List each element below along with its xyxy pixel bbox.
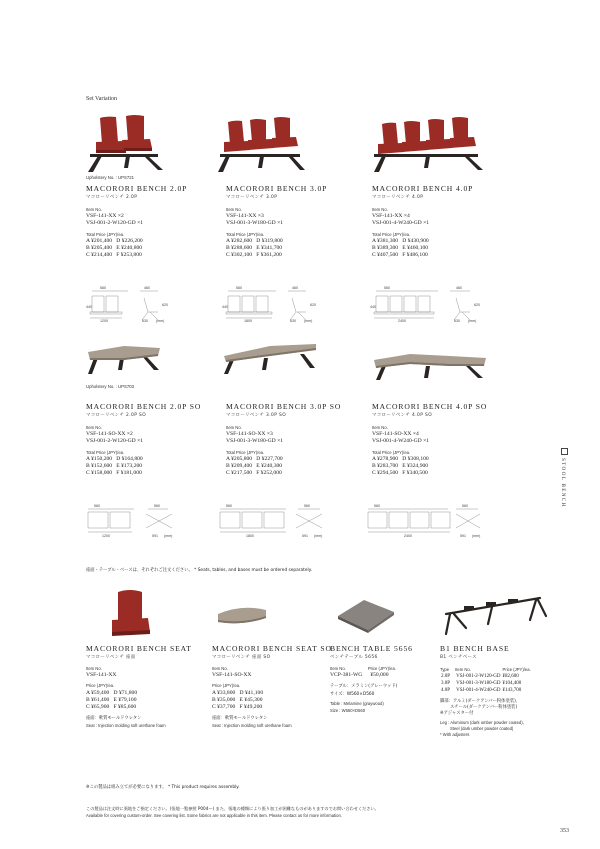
item-line: VSJ-001-3-W180-GD ×1 xyxy=(226,220,284,227)
bench-2p-so-image xyxy=(84,338,164,378)
component-table xyxy=(330,644,430,714)
item-line: VSF-141-XX ×4 xyxy=(372,213,410,220)
price-line: C ¥158,000 F ¥181,000 xyxy=(86,470,142,477)
dim-width: 1200 xyxy=(100,319,108,323)
product-name: MACORORI BENCH 2.0P SO xyxy=(86,402,202,411)
dim-footprint: 591 xyxy=(460,534,466,538)
product-name: MACORORI BENCH 3.0P xyxy=(226,184,328,193)
dim-total-height: 620 xyxy=(310,303,316,307)
product-name-jp: マコローリベンチ 2.0P xyxy=(86,195,138,200)
dim-height: 460 xyxy=(456,286,462,290)
dim-footprint: 591 xyxy=(152,534,158,538)
leg-jp: ※アジャスター付 xyxy=(440,711,474,716)
material-jp: 座面：軟質モールドウレタン xyxy=(86,716,142,722)
price-line: A ¥282,600 D ¥319,800 xyxy=(226,237,283,244)
diagram-3p-so xyxy=(216,500,336,540)
dim-side: 560 xyxy=(154,504,160,508)
dim-width: 1800 xyxy=(244,319,252,323)
table-desc-jp: テーブル：メラミン(グレーウッド) xyxy=(330,684,398,690)
bench-3p-so-image xyxy=(220,340,320,378)
product-2p-so xyxy=(86,402,216,477)
diagram-4p xyxy=(370,284,490,324)
item-no-label: Item No. xyxy=(330,666,346,671)
dim-seat-height: 440 xyxy=(370,305,376,309)
product-name-jp: マコローリベンチ 座面 xyxy=(86,655,136,660)
bench-table-image xyxy=(334,596,398,638)
item-line: VSF-141-XX ×2 xyxy=(86,213,124,220)
price-line: B ¥35,000 E ¥45,300 xyxy=(212,696,263,703)
leg-en: Leg : Aluminum (dark umber powder coated), xyxy=(440,720,524,725)
item-line: VSF-141-SO-XX ×3 xyxy=(226,431,273,438)
product-name-jp: マコローリベンチ 2.0P SO xyxy=(86,413,147,418)
price-line: A ¥205,800 D ¥227,700 xyxy=(226,455,283,462)
dim-width: 1200 xyxy=(102,534,110,538)
base-price: ¥143,700 xyxy=(502,688,522,693)
base-item: VSJ-001-3-W180-GD xyxy=(456,681,501,686)
base-item: VSJ-001-4-W240-GD xyxy=(456,688,501,693)
item-line: VSF-141-SO-XX ×4 xyxy=(372,431,419,438)
item-no-label: Item No. xyxy=(212,666,228,671)
bench-4p-red-image xyxy=(370,116,488,176)
dim-side: 560 xyxy=(462,504,468,508)
product-3p-so xyxy=(226,402,366,477)
table-price: ¥50,000 xyxy=(370,672,389,679)
diagram-2p-so xyxy=(84,500,184,540)
item-line: VSJ-001-2-W120-GD ×1 xyxy=(86,220,144,227)
dim-unit: (mm) xyxy=(314,534,323,538)
component-base xyxy=(440,644,560,739)
diagram-2p xyxy=(86,284,176,324)
item-no-label: Item No. xyxy=(226,425,242,430)
bench-3p-red-image xyxy=(214,116,314,176)
section-title: Set Variation xyxy=(86,96,118,102)
product-name: MACORORI BENCH 4.0P xyxy=(372,184,474,193)
page-number: 353 xyxy=(560,828,569,834)
product-name-jp: ベンチテーブル 5656 xyxy=(330,655,378,660)
dim-unit: (mm) xyxy=(304,319,313,323)
upholstery-label-2: Upholstery No. : UPS703 xyxy=(86,384,135,389)
base-price: ¥104,400 xyxy=(502,681,522,686)
base-price-table xyxy=(440,666,532,694)
product-name-jp: B1 ベンチベース xyxy=(440,655,477,660)
price-line: C ¥407,500 F ¥486,100 xyxy=(372,252,428,259)
bench-seat-so-image xyxy=(214,602,270,630)
price-line: C ¥65,900 F ¥85,600 xyxy=(86,704,137,711)
price-line: B ¥61,400 E ¥79,100 xyxy=(86,696,137,703)
product-name: MACORORI BENCH 2.0P xyxy=(86,184,188,193)
dim-width: 1800 xyxy=(246,534,254,538)
item-no-label: Item No. xyxy=(86,207,102,212)
base-type: 2.0P xyxy=(441,674,451,679)
product-name-jp: マコローリベンチ 3.0P xyxy=(226,195,278,200)
price-line: A ¥381,300 D ¥430,900 xyxy=(372,237,429,244)
bench-2p-red-image xyxy=(84,112,174,174)
material-jp: 座面：軟質モールドウレタン xyxy=(212,716,268,722)
th-type: Type xyxy=(440,666,450,672)
material-en: Seat : Injection molding soft urethane foam xyxy=(86,723,166,729)
price-line: A ¥278,900 D ¥308,100 xyxy=(372,455,429,462)
product-name: B1 BENCH BASE xyxy=(440,644,510,653)
footer-note-en: Available for covering custom-order. See covering list. Some fabrics are not applicable in this item. Please contact us for more information. xyxy=(86,813,342,818)
base-type: 3.0P xyxy=(441,681,451,686)
item-line: VSJ-001-4-W240-GD ×1 xyxy=(372,220,430,227)
price-line: C ¥294,500 F ¥340,500 xyxy=(372,470,428,477)
price-line: A ¥150,200 D ¥164,800 xyxy=(86,455,143,462)
item-no-label: Item No. xyxy=(86,425,102,430)
price-label: Price (JPY)/ea. xyxy=(212,683,241,689)
leg-jp: 脚部：アルミ(ダークアンバー粉体塗装)、 xyxy=(440,699,521,704)
assembly-note: ※この製品は組み立てが必要になります。 * This product requires assembly. xyxy=(86,785,240,790)
price-line: C ¥302,100 F ¥361,200 xyxy=(226,252,282,259)
dim-depth: 560 xyxy=(100,286,106,290)
bench-seat-red-image xyxy=(108,588,154,640)
item-line: VCP-381-WG xyxy=(330,672,363,679)
component-seat-so xyxy=(212,644,332,729)
dim-unit: (mm) xyxy=(164,534,173,538)
dim-depth: 560 xyxy=(226,504,232,508)
price-line: A ¥59,400 D ¥71,800 xyxy=(86,689,138,696)
item-no-label: Item No. xyxy=(226,207,242,212)
total-price-label: Total Price (JPY)/ea. xyxy=(86,449,125,455)
dim-depth: 560 xyxy=(374,504,380,508)
dim-footprint: 630 xyxy=(454,319,460,323)
price-line: B ¥283,700 E ¥324,900 xyxy=(372,463,429,470)
item-line: VSJ-001-2-W120-GD ×1 xyxy=(86,438,144,445)
product-name-jp: マコローリベンチ 4.0P SO xyxy=(372,413,433,418)
item-no-label: Item No. xyxy=(86,666,102,671)
price-line: B ¥288,600 E ¥341,700 xyxy=(226,245,283,252)
dim-height: 460 xyxy=(144,286,150,290)
dim-depth: 560 xyxy=(94,504,100,508)
item-line: VSJ-001-4-W240-GD ×1 xyxy=(372,438,430,445)
diagram-3p xyxy=(222,284,327,324)
component-seat xyxy=(86,644,206,729)
dim-seat-height: 440 xyxy=(222,305,228,309)
product-name-jp: マコローリベンチ 3.0P SO xyxy=(226,413,287,418)
product-4p xyxy=(372,184,512,259)
side-square-icon xyxy=(561,448,568,455)
price-line: B ¥209,400 E ¥240,300 xyxy=(226,463,283,470)
dim-unit: (mm) xyxy=(156,319,165,323)
dim-depth: 560 xyxy=(384,286,390,290)
footer-note-jp: この製品は注文時に張地をご指定ください。(張地一覧参照 P004〜) また、張地の種類により張り加工が困難なものがありますのでお問い合わせください。 xyxy=(86,806,379,811)
product-4p-so xyxy=(372,402,512,477)
product-name: MACORORI BENCH 4.0P SO xyxy=(372,402,488,411)
item-no-label: Item No. xyxy=(372,425,388,430)
dim-side: 560 xyxy=(304,504,310,508)
table-size-jp: サイズ：W560×D560 xyxy=(330,692,375,698)
product-name: MACORORI BENCH 3.0P SO xyxy=(226,402,342,411)
product-2p xyxy=(86,184,216,259)
dim-footprint: 630 xyxy=(142,319,148,323)
th-price: Price (JPY)/ea. xyxy=(502,667,531,672)
leg-jp: スチール(ダークアンバー粉体塗装) xyxy=(450,705,518,710)
item-line: VSF-141-XX xyxy=(86,672,117,679)
table-desc-en: Table : Melamine (graywood) xyxy=(330,701,384,707)
base-price: ¥82,600 xyxy=(502,674,519,679)
dim-width: 2400 xyxy=(398,319,406,323)
product-name: MACORORI BENCH SEAT xyxy=(86,644,192,653)
dim-footprint: 591 xyxy=(302,534,308,538)
price-line: C ¥37,700 F ¥49,200 xyxy=(212,704,263,711)
price-label: Price (JPY)/ea. xyxy=(367,666,396,671)
table-size-en: Size : W560×D560 xyxy=(330,707,366,713)
product-name-jp: マコローリベンチ 4.0P xyxy=(372,195,424,200)
order-note: 座面・テーブル・ベースは、それぞれご注文ください。 * Seats, tables, and bases must be ordered separately. xyxy=(86,568,313,573)
item-no-label: Item No. xyxy=(372,207,388,212)
price-line: A ¥201,400 D ¥226,200 xyxy=(86,237,143,244)
product-3p xyxy=(226,184,366,259)
product-name-jp: マコローリベンチ 座面 SO xyxy=(212,655,271,660)
price-line: C ¥217,500 F ¥252,000 xyxy=(226,470,282,477)
total-price-label: Total Price (JPY)/ea. xyxy=(226,231,265,237)
dim-depth: 560 xyxy=(236,286,242,290)
total-price-label: Total Price (JPY)/ea. xyxy=(86,231,125,237)
upholstery-label-1: Upholstery No. : UPS721 xyxy=(86,175,135,180)
price-line: A ¥33,800 D ¥41,100 xyxy=(212,689,264,696)
th-item: Item No. xyxy=(455,666,471,672)
side-label: STOOL BENCH xyxy=(560,458,566,508)
product-name: MACORORI BENCH SEAT SO xyxy=(212,644,332,653)
dim-total-height: 620 xyxy=(162,303,168,307)
bench-4p-so-image xyxy=(370,344,490,384)
dim-total-height: 620 xyxy=(474,303,480,307)
item-line: VSF-141-XX ×3 xyxy=(226,213,264,220)
dim-unit: (mm) xyxy=(472,534,481,538)
dim-seat-height: 440 xyxy=(86,305,92,309)
total-price-label: Total Price (JPY)/ea. xyxy=(372,449,411,455)
price-line: B ¥205,400 E ¥240,800 xyxy=(86,245,143,252)
leg-en: * With adjusters xyxy=(440,732,470,738)
price-line: C ¥214,400 F ¥253,800 xyxy=(86,252,142,259)
base-type: 4.0P xyxy=(441,688,451,693)
price-label: Price (JPY)/ea. xyxy=(86,683,115,689)
price-line: B ¥389,300 E ¥460,100 xyxy=(372,245,429,252)
leg-en: Steel (dark umber powder coated) xyxy=(450,726,514,732)
product-name: BENCH TABLE 5656 xyxy=(330,644,413,653)
item-line: VSJ-001-3-W180-GD ×1 xyxy=(226,438,284,445)
dim-height: 460 xyxy=(292,286,298,290)
dim-unit: (mm) xyxy=(468,319,477,323)
price-line: B ¥152,600 E ¥173,200 xyxy=(86,463,143,470)
dim-footprint: 630 xyxy=(290,319,296,323)
base-item: VSJ-001-2-W120-GD xyxy=(456,674,501,679)
total-price-label: Total Price (JPY)/ea. xyxy=(372,231,411,237)
dim-width: 2400 xyxy=(404,534,412,538)
diagram-4p-so xyxy=(364,500,494,540)
item-line: VSF-141-SO-XX xyxy=(212,672,252,679)
bench-base-image xyxy=(440,590,548,638)
total-price-label: Total Price (JPY)/ea. xyxy=(226,449,265,455)
item-line: VSF-141-SO-XX ×2 xyxy=(86,431,133,438)
material-en: Seat : Injection molding soft urethane foam xyxy=(212,723,292,729)
